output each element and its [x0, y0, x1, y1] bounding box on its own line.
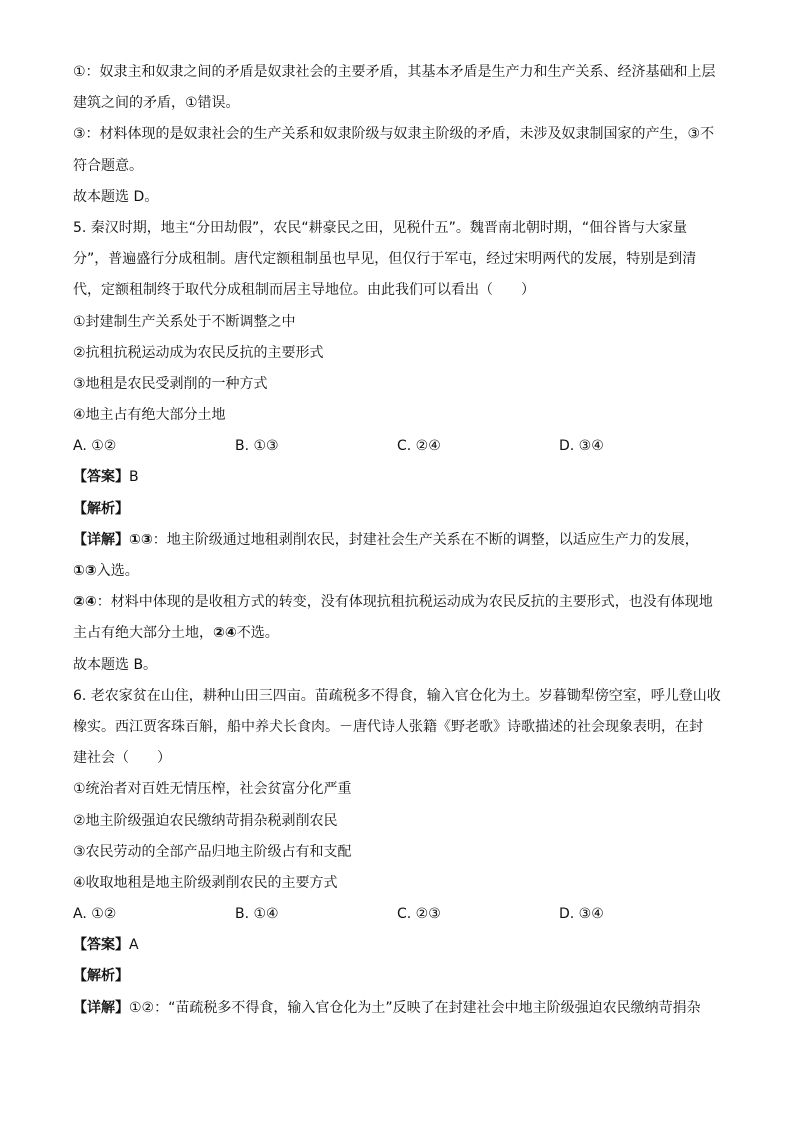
detail-text: ：材料中体现的是收租方式的转变，没有体现抗租抗税运动成为农民反抗的主要形式，也没有体现地 — [96, 594, 713, 611]
text-line: 建筑之间的矛盾，①错误。 — [73, 95, 240, 112]
detail-marker: ②④ — [213, 625, 237, 642]
text-line: 符合题意。 — [73, 157, 143, 174]
question-6-choice: ①统治者对百姓无情压榨，社会贫富分化严重 — [73, 781, 352, 798]
detail-marker: ②④ — [73, 594, 97, 611]
question-5-choice: ②抗租抗税运动成为农民反抗的主要形式 — [73, 344, 324, 361]
question-6-choice: ③农民劳动的全部产品归地主阶级占有和支配 — [73, 843, 352, 860]
answer-value: A — [129, 937, 139, 954]
question-5-analysis-tag: 【解析】 — [73, 500, 129, 517]
detail-tag: 【详解】 — [73, 999, 129, 1016]
detail-text: 入选。 — [96, 563, 139, 579]
question-6-choice: ④收取地租是地主阶级剥削农民的主要方式 — [73, 874, 338, 891]
document-page — [73, 57, 723, 1024]
question-5-detail-line — [73, 525, 723, 556]
option-a: A. ①② — [73, 906, 117, 923]
question-6-options — [73, 899, 723, 930]
detail-marker: ①③ — [129, 531, 153, 548]
question-6-analysis-tag: 【解析】 — [73, 968, 129, 985]
option-c: C. ②④ — [397, 438, 441, 455]
question-5-detail-line — [73, 618, 723, 649]
option-b: B. ①③ — [235, 438, 279, 455]
answer-tag: 【答案】 — [73, 937, 129, 954]
question-6-detail-line — [73, 993, 723, 1024]
question-5-detail-line — [73, 556, 723, 587]
detail-marker: ①③ — [73, 563, 97, 579]
question-5-options — [73, 431, 723, 462]
detail-text: ：地主阶级通过地租剥削农民，封建社会生产关系在不断的调整，以适应生产力的发展， — [152, 531, 699, 548]
question-6-choice: ②地主阶级强迫农民缴纳苛捐杂税剥削农民 — [73, 812, 338, 829]
question-6-stem-line: 建社会（ ） — [73, 750, 171, 767]
question-5-stem-line: 分”，普遍盛行分成租制。唐代定额租制虽也早见，但仅行于军屯，经过宋明两代的发展，特别是到清 — [73, 251, 697, 268]
question-5-answer — [73, 462, 723, 493]
question-5-conclusion: 故本题选 B。 — [73, 656, 158, 673]
option-c: C. ②③ — [397, 906, 441, 923]
option-b: B. ①④ — [235, 906, 279, 923]
question-5-stem-line: 代，定额租制终于取代分成租制而居主导地位。由此我们可以看出（ ） — [73, 282, 535, 299]
question-6-stem-line: 橡实。西江贾客珠百斛，船中养犬长食肉。－唐代诗人张籍《野老歌》诗歌描述的社会现象表明，在封 — [73, 718, 703, 735]
answer-value: B — [129, 469, 139, 486]
detail-text: 主占有绝大部分土地， — [73, 625, 213, 642]
question-5-choice: ③地租是农民受剥削的一种方式 — [73, 375, 268, 392]
question-5-choice: ①封建制生产关系处于不断调整之中 — [73, 313, 296, 330]
text-line: 故本题选 D。 — [73, 188, 159, 205]
option-d: D. ③④ — [559, 438, 604, 455]
question-5-choice: ④地主占有绝大部分土地 — [73, 407, 226, 424]
text-line: ③：材料体现的是奴隶社会的生产关系和奴隶阶级与奴隶主阶级的矛盾，未涉及奴隶制国家的产生，③不 — [73, 126, 715, 143]
question-5-stem-line: 5. 秦汉时期，地主“分田劫假”，农民“耕豪民之田，见税什五”。魏晋南北朝时期，“佃谷皆与大家量 — [73, 219, 688, 236]
question-6-stem-line: 6. 老农家贫在山住，耕种山田三四亩。苗疏税多不得食，输入官仓化为土。岁暮锄犁傍空室，呼儿登山收 — [73, 687, 721, 704]
detail-tag: 【详解】 — [73, 531, 129, 548]
detail-text: ①②：“苗疏税多不得食，输入官仓化为土”反映了在封建社会中地主阶级强迫农民缴纳苛捐杂 — [129, 999, 701, 1016]
text-line: ①：奴隶主和奴隶之间的矛盾是奴隶社会的主要矛盾，其基本矛盾是生产力和生产关系、经济基础和上层 — [73, 64, 716, 80]
option-d: D. ③④ — [559, 906, 604, 923]
answer-tag: 【答案】 — [73, 469, 129, 486]
detail-text: 不选。 — [236, 625, 279, 642]
option-a: A. ①② — [73, 438, 117, 455]
question-5-detail-line — [73, 587, 723, 618]
question-6-answer — [73, 930, 723, 961]
